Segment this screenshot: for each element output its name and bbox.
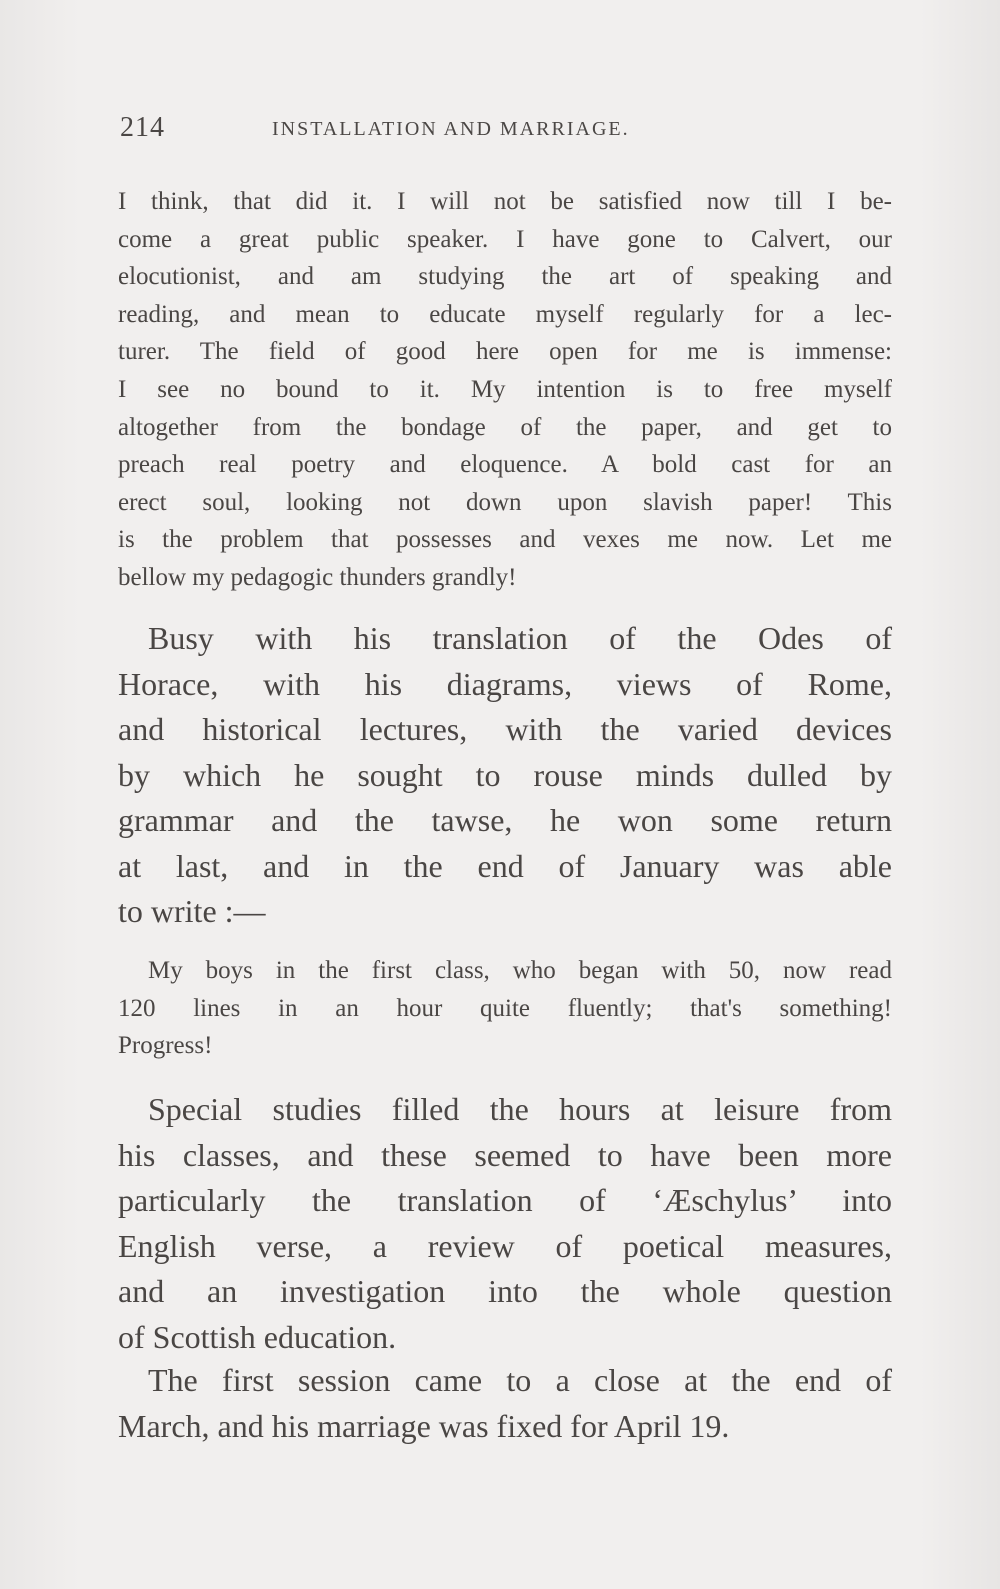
text-line: Busy with his translation of the Odes of (148, 620, 892, 656)
text-line: Special studies filled the hours at leisure from (148, 1091, 892, 1127)
text-line: altogether from the bondage of the paper, and get to (118, 413, 892, 441)
running-head: INSTALLATION AND MARRIAGE. (272, 118, 630, 140)
text-line: and an investigation into the whole question (118, 1273, 892, 1309)
text-line: of Scottish education. (118, 1318, 397, 1355)
quoted-letter-paragraph (118, 952, 892, 1065)
text-line: March, and his marriage was fixed for April 19. (118, 1407, 730, 1444)
text-line: grammar and the tawse, he won some return (118, 802, 892, 838)
narrative-paragraph (118, 1087, 892, 1360)
text-line: by which he sought to rouse minds dulled by (118, 756, 892, 793)
text-line: reading, and mean to educate myself regularly for a lec- (118, 300, 892, 328)
text-line: 120 lines in an hour quite fluently; that's something! (118, 994, 892, 1022)
text-line: erect soul, looking not down upon slavish paper! This (118, 488, 892, 516)
text-line: his classes, and these seemed to have been more (118, 1136, 892, 1173)
text-line: Progress! (118, 1032, 213, 1060)
text-line: I see no bound to it. My intention is to free myself (118, 375, 892, 403)
text-line: particularly the translation of ‘Æschylus’ into (118, 1182, 892, 1218)
page-header (120, 112, 880, 152)
text-line: elocutionist, and am studying the art of speaking and (118, 263, 892, 291)
text-line: Horace, with his diagrams, views of Rome, (118, 665, 892, 702)
text-line: My boys in the first class, who began with 50, now read (148, 957, 892, 984)
text-line: The first session came to a close at the end of (148, 1362, 892, 1398)
text-line: to write :— (118, 893, 266, 929)
text-line: is the problem that possesses and vexes me now. Let me (118, 526, 892, 554)
text-line: bellow my pedagogic thunders grandly! (118, 563, 517, 591)
text-line: turer. The field of good here open for me is immense: (118, 338, 892, 366)
text-line: English verse, a review of poetical measures, (118, 1227, 892, 1264)
text-line: and historical lectures, with the varied devices (118, 711, 892, 747)
text-line: preach real poetry and eloquence. A bold cast for an (118, 451, 892, 479)
text-line: at last, and in the end of January was able (118, 847, 892, 884)
letter-excerpt-paragraph (118, 183, 892, 597)
narrative-paragraph (118, 616, 892, 935)
page-number: 214 (120, 112, 165, 143)
text-line: come a great public speaker. I have gone to Calvert, our (118, 225, 892, 253)
narrative-paragraph (118, 1358, 892, 1449)
text-line: I think, that did it. I will not be satisfied now till I be- (118, 188, 892, 215)
